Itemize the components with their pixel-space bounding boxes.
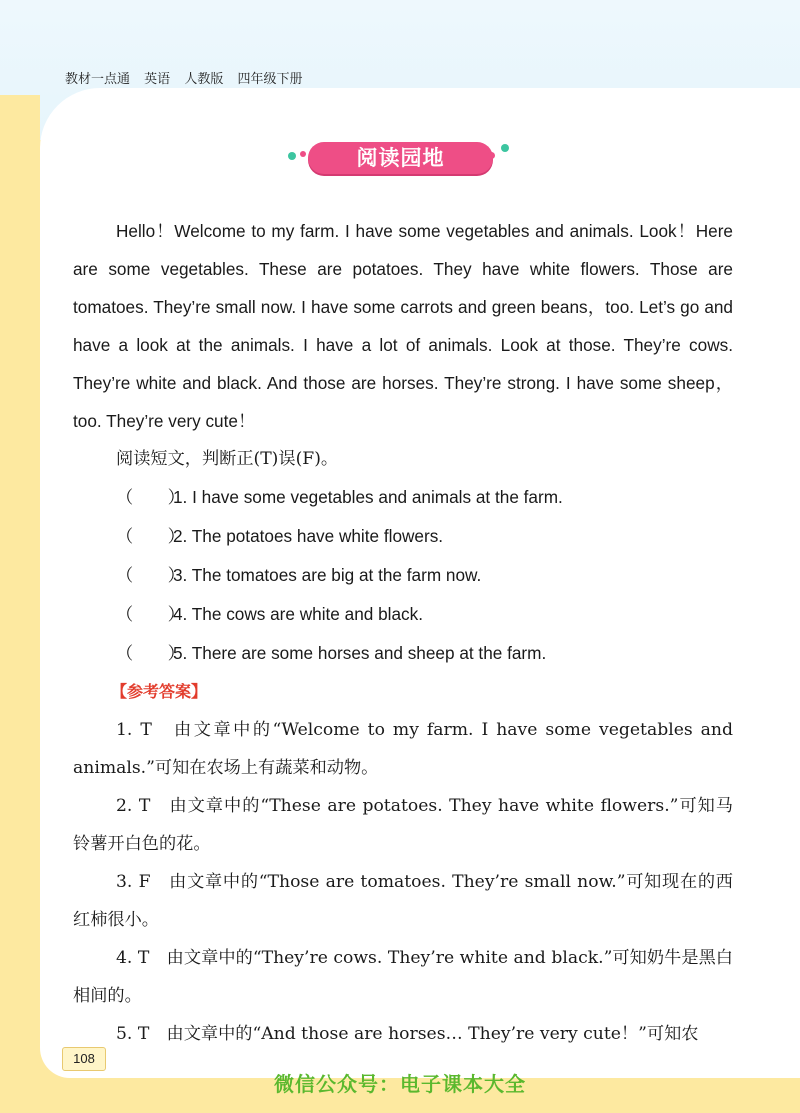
- page-number: 108: [62, 1047, 106, 1071]
- question-item: [73, 517, 733, 556]
- reading-passage: Hello！Welcome to my farm. I have some vegetables and animals. Look！Here are some vegetables. These are potatoes. They have white flowers. Those are tomatoes. They’re small now. I have some carrots and green beans，too. Let’s go and have a look at the animals. I have a lot of animals. Look at those. They’re cows. They’re white and black. And those are horses. They’re strong. I have some sheep，too. They’re very cute！: [73, 221, 733, 431]
- section-banner: [288, 139, 513, 179]
- question-item: [73, 634, 733, 673]
- instruction: 阅读短文，判断正(T)误(F)。: [116, 449, 339, 469]
- edition-name: 人教版: [184, 72, 224, 87]
- question-item: [73, 556, 733, 595]
- answer-blank[interactable]: （ ）: [116, 644, 185, 664]
- question-item: [73, 478, 733, 517]
- grade-name: 四年级下册: [237, 72, 303, 87]
- decor-dot: [501, 144, 509, 152]
- book-name: 教材一点通: [65, 72, 131, 87]
- answer-blank[interactable]: （ ）: [116, 605, 185, 625]
- answer-blank[interactable]: （ ）: [116, 566, 185, 586]
- section-title: 阅读园地: [308, 142, 493, 174]
- breadcrumb: [65, 68, 312, 87]
- question-text: 1. I have some vegetables and animals at the farm.: [173, 487, 563, 507]
- question-text: 4. The cows are white and black.: [173, 604, 423, 624]
- question-text: 5. There are some horses and sheep at the farm.: [173, 643, 547, 663]
- page-spine: [0, 95, 40, 1113]
- answer-item: 3. F 由文章中的“Those are tomatoes. They’re small now.”可知现在的西红柿很小。: [73, 872, 733, 930]
- question-text: 3. The tomatoes are big at the farm now.: [173, 565, 482, 585]
- question-text: 2. The potatoes have white flowers.: [173, 526, 444, 546]
- decor-dot: [288, 152, 296, 160]
- answers-heading: 【参考答案】: [111, 682, 208, 701]
- watermark: 微信公众号：电子课本大全: [274, 1072, 526, 1096]
- decor-dot: [300, 151, 306, 157]
- question-item: [73, 595, 733, 634]
- answer-blank[interactable]: （ ）: [116, 488, 185, 508]
- answer-blank[interactable]: （ ）: [116, 527, 185, 547]
- main-content: [73, 212, 733, 1053]
- answer-item: 5. T 由文章中的“And those are horses… They’re very cute！”可知农: [116, 1024, 699, 1044]
- answer-item: 1. T 由文章中的“Welcome to my farm. I have some vegetables and animals.”可知在农场上有蔬菜和动物。: [73, 720, 733, 778]
- answer-item: 4. T 由文章中的“They’re cows. They’re white and black.”可知奶牛是黑白相间的。: [73, 948, 733, 1006]
- decor-dot: [488, 152, 495, 159]
- subject-name: 英语: [144, 72, 171, 87]
- answer-item: 2. T 由文章中的“These are potatoes. They have white flowers.”可知马铃薯开白色的花。: [73, 796, 733, 854]
